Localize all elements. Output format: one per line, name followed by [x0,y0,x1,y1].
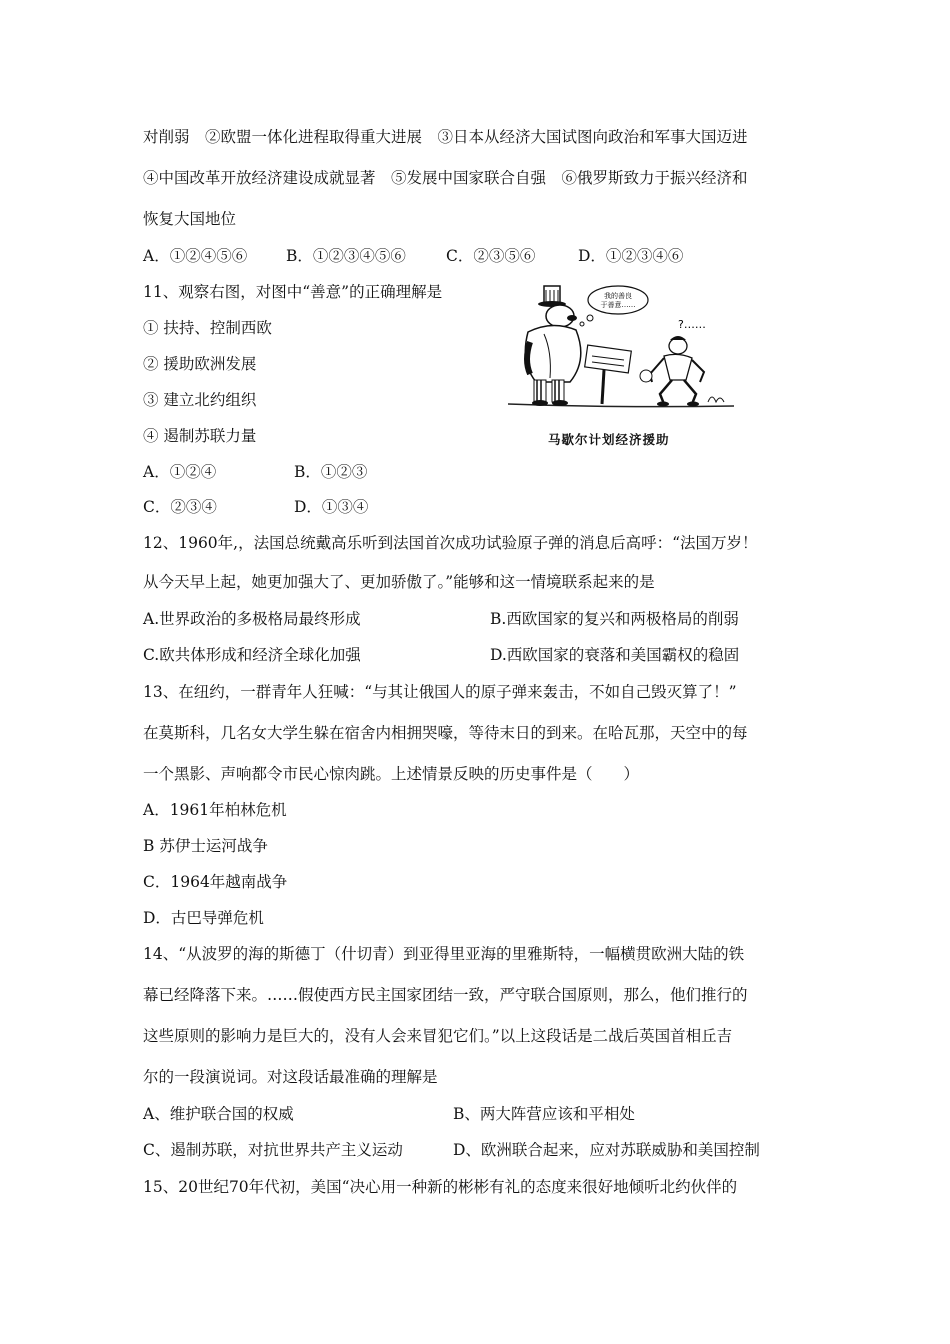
q13-option-b: B 苏伊士运河战争 [143,837,268,855]
q13-option-a: A．1961年柏林危机 [143,801,287,819]
q11-statement-3: ③ 建立北约组织 [143,391,257,409]
q10-option-a: A．①②④⑤⑥ [143,247,248,265]
q11-option-a: A．①②④ [143,463,217,481]
sign-post [585,345,632,404]
q11-statement-1: ① 扶持、控制西欧 [143,319,272,337]
bubble-text-2: 于善意…… [600,301,636,309]
q14-option-a: A、维护联合国的权威 [143,1105,294,1123]
q11-option-d: D．①③④ [294,498,369,516]
q12-stem-line-1: 12、1960年,，法国总统戴高乐听到法国首次成功试验原子弹的消息后高呼：“法国万岁！ [143,534,758,552]
q14-stem-line-4: 尔的一段演说词。对这段话最准确的理解是 [143,1068,438,1086]
q11-option-b: B．①②③ [294,463,368,481]
q14-option-b: B、两大阵营应该和平相处 [453,1105,635,1123]
q13-option-c: C．1964年越南战争 [143,873,288,891]
q11-statement-4: ④ 遏制苏联力量 [143,427,257,445]
q11-statement-2: ② 援助欧洲发展 [143,355,257,373]
uncle-sam-figure [525,286,580,406]
q12-stem-line-2: 从今天早上起，她更加强大了、更加骄傲了。”能够和这一情境联系起来的是 [143,573,655,591]
thought-bubble [580,286,648,326]
q10-continuation-line-1: 对削弱 ②欧盟一体化进程取得重大进展 ③日本从经济大国试图向政治和军事大国迈进 [143,128,748,146]
q10-option-c: C．②③⑤⑥ [446,247,536,265]
marshall-plan-cartoon [500,282,740,414]
q14-stem-line-3: 这些原则的影响力是巨大的，没有人会来冒犯它们。”以上这段话是二战后英国首相丘吉 [143,1027,733,1045]
q15-stem-line-1: 15、20世纪70年代初，美国“决心用一种新的彬彬有礼的态度来很好地倾听北约伙伴的 [143,1178,738,1196]
q14-option-d: D、欧洲联合起来，应对苏联威胁和美国控制 [453,1141,760,1159]
q13-stem-line-3: 一个黑影、声响都令市民心惊肉跳。上述情景反映的历史事件是（ ） [143,765,640,783]
q10-option-b: B．①②③④⑤⑥ [286,247,406,265]
q12-option-c: C.欧共体形成和经济全球化加强 [143,646,361,664]
q10-continuation-line-3: 恢复大国地位 [143,210,237,228]
q11-stem: 11、观察右图，对图中“善意”的正确理解是 [143,283,443,301]
q11-option-c: C．②③④ [143,498,217,516]
q14-option-c: C、遏制苏联，对抗世界共产主义运动 [143,1141,403,1159]
q14-stem-line-2: 幕已经降落下来。……假使西方民主国家团结一致，严守联合国原则，那么，他们推行的 [143,986,748,1004]
q14-stem-line-1: 14、“从波罗的海的斯德丁（什切青）到亚得里亚海的里雅斯特，一幅横贯欧洲大陆的铁 [143,945,745,963]
q12-option-d: D.西欧国家的衰落和美国霸权的稳固 [490,646,740,664]
q13-stem-line-1: 13、在纽约，一群青年人狂喊：“与其让俄国人的原子弹来轰击，不如自己毁灭算了！” [143,683,737,701]
q13-option-d: D．古巴导弹危机 [143,909,264,927]
bubble-text-1: 我的善良 [604,292,632,300]
q13-stem-line-2: 在莫斯科，几名女大学生躲在宿舍内相拥哭嚎，等待末日的到来。在哈瓦那，天空中的每 [143,724,748,742]
q12-option-b: B.西欧国家的复兴和两极格局的削弱 [490,610,739,628]
cartoon-caption: 马歇尔计划经济援助 [548,432,670,447]
q12-option-a: A.世界政治的多极格局最终形成 [143,610,361,628]
q10-continuation-line-2: ④中国改革开放经济建设成就显著 ⑤发展中国家联合自强 ⑥俄罗斯致力于振兴经济和 [143,169,748,187]
question-mark-text: ?…… [678,318,706,331]
european-figure [640,318,706,407]
q10-option-d: D．①②③④⑥ [578,247,684,265]
